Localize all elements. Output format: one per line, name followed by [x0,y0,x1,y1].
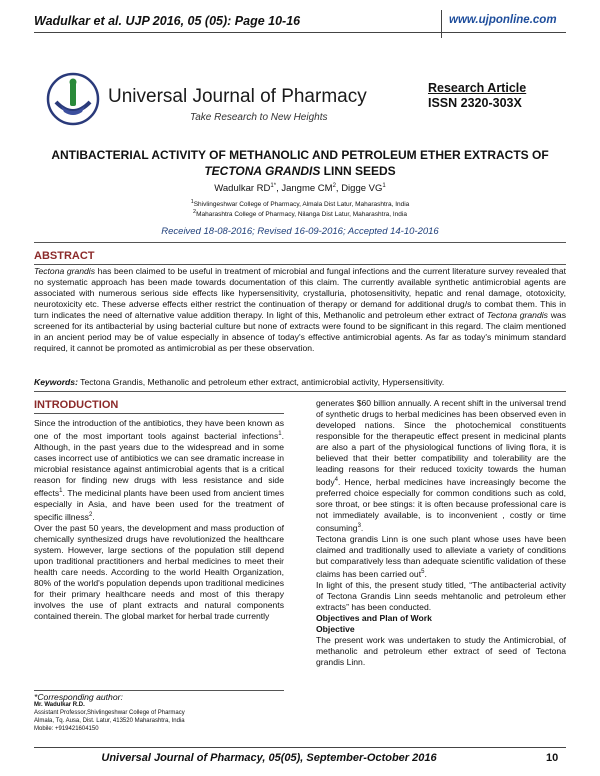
title-species: TECTONA GRANDIS [204,164,321,178]
intro-p1c-text: . The medicinal plants have been used from ancient times especially in Asia, and have been used for the treatment of specific illness [34,487,284,522]
affiliation-1-sup: 1 [190,199,194,205]
correspondence-name: Mr. Wadulkar R.D. [34,702,85,708]
correspondence-line-1: Assistant Professor,Shivlingeshwar College of Pharmacy [34,710,185,716]
intro-right-column [316,398,566,668]
intro-paragraph-1 [34,418,284,523]
issn: ISSN 2320-303X [428,96,522,110]
author-1-sup: 1* [270,183,277,189]
footer-rule [34,747,566,748]
intro-r1b-sup: 3 [357,522,361,529]
intro-p1b-text: . Although, in the past years due to the widespread and in some cases incorrect use of antibiotics we can see dramatic increase in microbial resistance against antimicrobial agents that is a critical reason for finding new drugs with less resistance and side effects [34,430,284,498]
affiliation-2 [34,209,566,218]
intro-r1b-text: . Hence, herbal medicines have increasingly become the preferred choice especially for common conditions such as cold, sore throat, or bee stings: it is often because professional care is not immediately available, is to inconvenient , costly or time consuming [316,476,566,533]
introduction-heading: INTRODUCTION [34,399,119,411]
objective-text: The present work was undertaken to study the Antimicrobial, of methanolic and petroleum ether extract of seed of Tectona grandis Linn. [316,634,566,667]
keywords-text: Tectona Grandis, Methanolic and petroleum ether extract, antimicrobial activity, Hypersensitivity. [77,377,445,387]
intro-p1-text: Since the introduction of the antibiotics, they have been known as one of the most important tools against bacterial infections [34,418,284,441]
journal-tagline: Take Research to New Heights [190,112,328,123]
intro-r2b-text: . [424,568,427,579]
article-dates: Received 18-08-2016; Revised 16-09-2016; Accepted 14-10-2016 [161,226,439,237]
abstract-text-1: has been claimed to be useful in treatment of microbial and fungal infections and the current literature survey revealed that no systematic approach has been made towards documentation of this claim. The currently available synthetic antimicrobial agents are associated with numerous serious side effects like hypersensitivity, crystalluria, photosensitivity, hepatic and renal damage, ototoxicity, neurotoxicity etc. These adverse effects either restrict the continuation of therapy or demand for additional drug/s to combat them. This in turn indicates the need of alternative value addition therapy. In light of this, Methanolic and petroleum ether extract of [34,266,567,320]
intro-p1b-sup: 1 [59,487,63,494]
intro-r1-text: generates $60 billion annually. A recent shift in the universal trend of synthetic drugs to herbal medicines has been observed even in developed nations. Since the photochemical constituents responsible for the therapeutic effect present in medicinal plants are also a part of the physiological functions of living flora, it is believed that their better compatibility and tolerability are the leading reasons for their reduced toxicity towards the human body [316,398,566,487]
intro-p1-sup: 1 [278,431,282,437]
introduction-rule [34,413,284,414]
intro-right-paragraph-1 [316,398,566,534]
intro-paragraph-2: Over the past 50 years, the development and mass production of chemically synthesized drugs have revolutionized the healthcare system. However, large sections of the population still depend upon traditional practitioners and herbal medicines to meet their health care needs. According to the world Health Organization, 80% of the world's population depends upon traditional medicines for their primary healthcare needs and most of this therapy involves the use of plant extracts and natural components contained therein. The global market for herbal trade currently [34,522,284,621]
correspondence-line-2: Almala, Tq. Ausa, Dist. Latur, 413520 Maharashtra, India [34,718,185,724]
header-divider [441,10,442,38]
intro-right-paragraph-2 [316,534,566,580]
intro-p1c-sup: 2 [88,511,93,518]
correspondence-title: *Corresponding author: [34,692,123,702]
intro-left-column [34,418,284,622]
abstract-species-2: Tectona grandis [486,310,548,320]
title-line-2-rest: LINN SEEDS [320,164,396,178]
keywords-label: Keywords: [34,377,78,387]
keywords [34,377,566,387]
author-1: Wadulkar RD [214,183,271,195]
keywords-rule [34,391,566,392]
intro-r2-sup: 5 [421,568,425,575]
intro-r2-text: Tectona grandis Linn is one such plant whose uses have been claimed and traditionally used to alleviate a variety of conditions but comparatively less than adequate scientific validation of these claims has been carried out [316,533,566,579]
affiliation-1 [34,199,566,208]
author-2: , Jangme CM [276,183,333,195]
intro-p1d-text: . [92,511,95,522]
author-2-sup: 2 [332,183,336,189]
journal-logo-icon [46,72,100,126]
article-type: Research Article [428,81,527,95]
header-rule [34,32,566,33]
author-3: , Digge VG [335,183,383,195]
intro-right-paragraph-3: In light of this, the present study titled, “The antibacterial activity of Tectona Grandis Linn seeds mehtanolic and petroleum ether extracts” has been conducted. [316,579,566,612]
dates-rule [34,242,566,243]
page-number: 10 [546,752,559,764]
title-line-2 [34,163,566,179]
intro-r1c-text: . [360,522,364,533]
header-citation: Wadulkar et al. UJP 2016, 05 (05): Page 10-16 [34,14,301,28]
author-3-sup: 1 [382,183,386,189]
affiliation-2-text: Maharashtra College of Pharmacy, Nilanga Dist Latur, Maharashtra, India [196,211,407,219]
abstract-rule [34,264,566,265]
header-website[interactable]: www.ujponline.com [449,14,557,26]
intro-r1-sup: 4 [334,477,338,483]
abstract-text-2: was screened for its antibacterial by using bacterial culture but none of extracts were found to be significant in this regard. The claim mentioned in an ancient period may be of value especially in absence of today's effective antimicrobial agents. As far as today's minimum standard required, it cannot be promoted as antimicrobial as per these observation. [34,310,566,353]
correspondence-line-3: Mobile: +919421604150 [34,726,99,732]
abstract-heading: ABSTRACT [34,250,95,262]
abstract-species-1: Tectona grandis [34,266,96,276]
abstract-body [34,266,566,354]
objective-subheading: Objective [316,623,355,634]
author-list [34,183,566,194]
title-line-1: ANTIBACTERIAL ACTIVITY OF METHANOLIC AND PETROLEUM ETHER EXTRACTS OF [51,148,549,162]
affiliation-1-text: Shivlingeshwar College of Pharmacy, Almala Dist Latur, Maharashtra, India [193,201,410,209]
affiliation-2-sup: 2 [193,209,197,215]
footer-citation: Universal Journal of Pharmacy, 05(05), September-October 2016 [101,752,437,764]
correspondence-block [34,693,284,733]
correspondence-rule [34,690,284,691]
journal-name: Universal Journal of Pharmacy [108,86,367,107]
paper-title [34,147,566,179]
objectives-heading: Objectives and Plan of Work [316,612,432,623]
